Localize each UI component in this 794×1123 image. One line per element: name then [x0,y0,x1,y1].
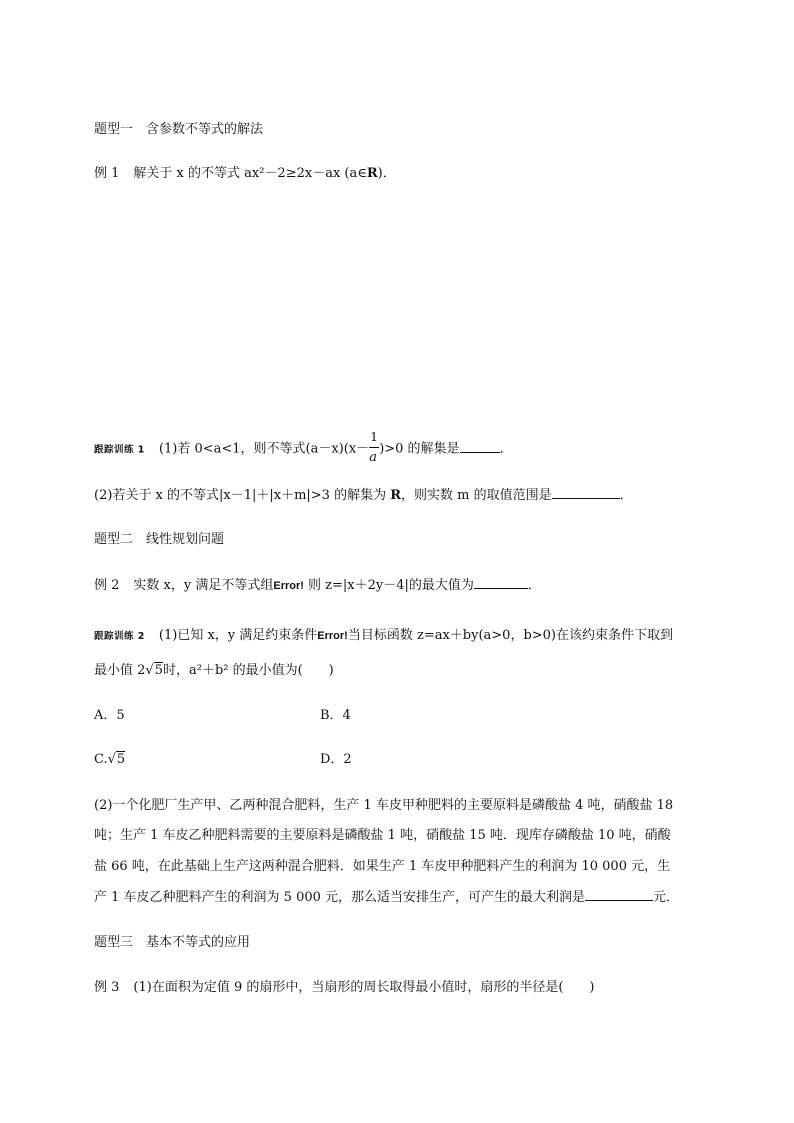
answer-blank [474,576,528,589]
training-tag: 跟踪训练 2 [94,631,145,642]
sqrt-radicand: 5 [154,663,163,678]
answer-blank [460,440,500,453]
error-marker: Error! [273,580,304,592]
sqrt-radicand: 5 [116,752,126,767]
training-tag: 跟踪训练 1 [94,444,145,456]
section-title-1: 题型一 含参数不等式的解法 [94,122,264,137]
question-text: (2)若关于 x 的不等式|x－1|＋|x＋m|>3 的解集为 [94,488,391,503]
question-text: (1)若 0<a<1，则不等式(a－x)(x－ [158,441,370,457]
training-1-q2 [94,486,633,506]
training-2-p2-line-4 [94,888,679,908]
option-d: D．2 [320,752,352,767]
question-text-2: ，则实数 m 的取值范围是 [401,488,552,503]
section-title-2: 题型二 线性规划问题 [94,532,225,547]
training-2-line-2: 最小值 2√5时，a²＋b² 的最小值为( ) [94,663,334,678]
error-marker: Error! [317,630,348,642]
example-text-2: 则 z=|x＋2y－4|的最大值为 [303,578,474,593]
option-c-prefix: C. [94,752,108,767]
question-text-2: )>0 的解集是 [379,441,460,457]
question-end: 元． [653,890,680,905]
option-a: A．5 [94,708,125,723]
question-text-2: 时，a²＋b² 的最小值为( ) [162,663,334,678]
example-2 [94,576,541,596]
set-symbol: R [390,488,402,503]
example-label: 例 1 [94,166,120,181]
example-1 [94,164,396,184]
example-end: ． [527,578,541,593]
example-3 [94,978,595,998]
example-text: 解关于 x 的不等式 ax²－2≥2x－ax (a∈ [133,166,367,181]
training-2-p2-line-1: (2)一个化肥厂生产甲、乙两种混合肥料，生产 1 车皮甲种肥料的主要原料是磷酸盐 4 吨，硝酸盐 18 [94,798,674,813]
example-text: (1)在面积为定值 9 的扇形中，当扇形的周长取得最小值时，扇形的半径是( ) [133,980,595,995]
fraction-numerator: 1 [370,430,378,444]
set-symbol: R [366,166,378,181]
option-c: C.√5 [94,752,126,767]
example-text-end: )． [377,166,396,181]
training-2-line-1 [94,626,673,647]
answer-blank [552,486,620,499]
example-text: 实数 x，y 满足不等式组 [133,578,274,593]
section-title-3: 题型三 基本不等式的应用 [94,935,251,950]
example-label: 例 3 [94,980,120,995]
question-text: (1)已知 x，y 满足约束条件 [158,628,318,643]
question-end: ． [619,488,633,503]
answer-blank [585,888,653,901]
fraction-denominator: a [369,450,377,465]
question-end: ． [499,441,513,457]
fraction [369,430,379,465]
training-1-q1 [94,430,513,465]
question-text-2: 当目标函数 z=ax＋by(a>0，b>0)在该约束条件下取到 [347,628,674,643]
training-2-p2-line-3: 盐 66 吨，在此基础上生产这两种混合肥料．如果生产 1 车皮甲种肥料产生的利润为 10 000 元，生 [94,859,671,874]
option-b: B．4 [320,708,351,723]
question-text: 产 1 车皮乙种肥料产生的利润为 5 000 元，那么适当安排生产，可产生的最大利润是 [94,890,586,905]
training-2-p2-line-2: 吨；生产 1 车皮乙种肥料需要的主要原料是磷酸盐 1 吨，硝酸盐 15 吨．现库存磷酸盐 10 吨，硝酸 [94,828,671,843]
question-text: 最小值 2 [94,663,146,678]
example-label: 例 2 [94,578,120,593]
